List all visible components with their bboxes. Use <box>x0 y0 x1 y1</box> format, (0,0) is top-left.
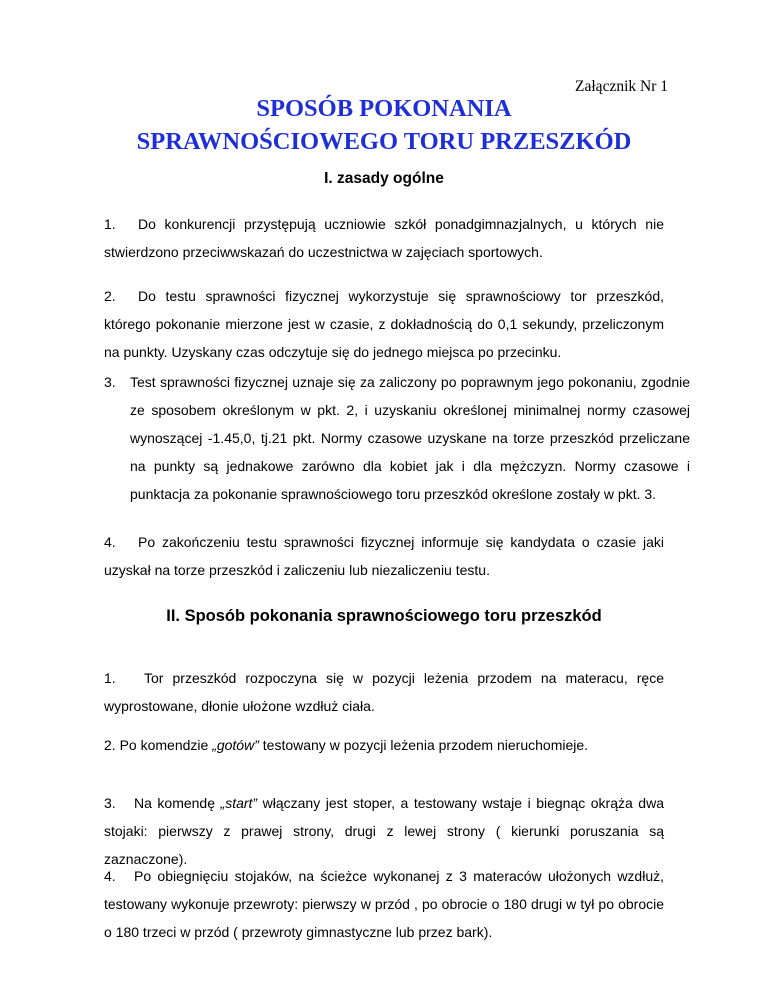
item-number: 1. <box>104 216 116 232</box>
item-number: 2. <box>104 288 116 304</box>
item-number: 4. <box>104 534 116 550</box>
item-text-post: testowany w pozycji leżenia przodem nieruchomieje. <box>258 737 589 753</box>
section-2-item-3 <box>104 789 664 873</box>
title-line-1: SPOSÓB POKONANIA <box>256 95 512 122</box>
section-2-item-4 <box>104 862 664 946</box>
item-text: Do testu sprawności fizycznej wykorzystuje się sprawnościowy tor przeszkód, którego pokonanie mierzone jest w czasie, z dokładnością do 0,1 sekundy, przeliczonym na punkty. Uzyskany czas odczytuje się do jednego miejsca po przecinku. <box>104 288 664 360</box>
document-title <box>60 92 708 158</box>
section-2-item-1 <box>104 664 664 720</box>
section-2-item-2 <box>104 731 664 759</box>
item-text: Po zakończeniu testu sprawności fizycznej informuje się kandydata o czasie jaki uzyskał na torze przeszkód i zaliczeniu lub niezaliczeniu testu. <box>104 534 664 578</box>
item-text-pre: Po komendzie <box>119 737 213 753</box>
section-1-item-1 <box>104 210 664 266</box>
section-2-heading: II. Sposób pokonania sprawnościowego toru przeszkód <box>166 607 602 625</box>
item-text: Tor przeszkód rozpoczyna się w pozycji leżenia przodem na materacu, ręce wyprostowane, dłonie ułożone wzdłuż ciała. <box>104 670 664 714</box>
item-number: 2. <box>104 737 116 753</box>
item-number: 4. <box>104 868 116 884</box>
command-gotow: „gotów” <box>212 737 259 753</box>
section-1-item-3 <box>104 368 690 508</box>
section-1-item-2 <box>104 282 664 366</box>
item-number: 3. <box>104 795 116 811</box>
section-1-heading: I. zasady ogólne <box>324 170 444 187</box>
section-1-item-4 <box>104 528 664 584</box>
command-start: „start” <box>220 795 258 811</box>
item-text-post: włączany jest stoper, a testowany wstaje i biegnąc okrąża dwa stojaki: pierwszy z prawej strony, drugi z lewej strony ( kierunki poruszania są zaznaczone). <box>104 795 664 867</box>
item-text: Do konkurencji przystępują uczniowie szkół ponadgimnazjalnych, u których nie stwierdzono przeciwwskazań do uczestnictwa w zajęciach sportowych. <box>104 216 664 260</box>
attachment-label: Załącznik Nr 1 <box>575 78 668 95</box>
item-text: Po obiegnięciu stojaków, na ścieżce wykonanej z 3 materaców ułożonych wzdłuż, testowany wykonuje przewroty: pierwszy w przód , po obrocie o 180 drugi w tył po obrocie o 180 trzeci w przód ( przewroty gimnastyczne lub przez bark). <box>104 868 664 940</box>
item-number: 3. <box>104 374 116 390</box>
item-text: Test sprawności fizycznej uznaje się za zaliczony po poprawnym jego pokonaniu, zgodnie ze sposobem określonym w pkt. 2, i uzyskaniu określonej minimalnej normy czasowej wynoszącej -1.45,0, tj.21 pkt. Normy czasowe uzyskane na torze przeszkód przeliczane na punkty są jednakowe zarówno dla kobiet jak i dla mężczyzn. Normy czasowe i punktacja za pokonanie sprawnościowego toru przeszkód określone zostały w pkt. 3. <box>130 374 690 502</box>
item-text-pre: Na komendę <box>134 795 221 811</box>
title-line-2: SPRAWNOŚCIOWEGO TORU PRZESZKÓD <box>136 128 632 155</box>
item-number: 1. <box>104 670 116 686</box>
